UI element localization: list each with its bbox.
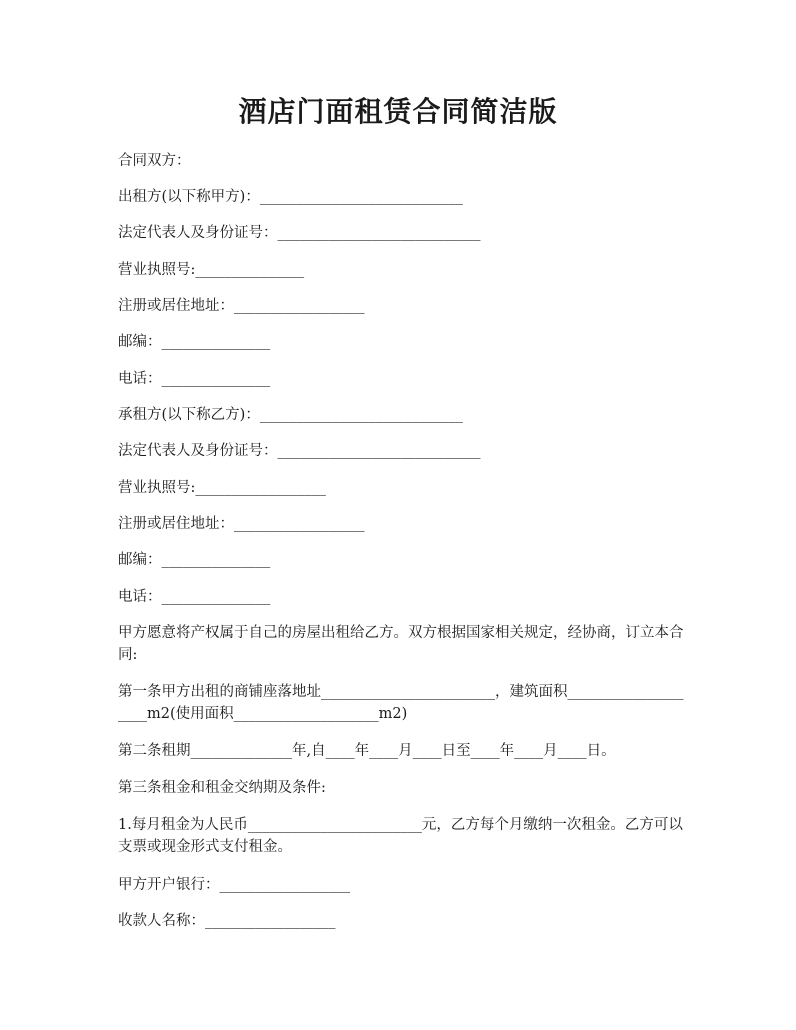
lessee-postcode-line: 邮编：_______________ (118, 552, 271, 568)
lessor-business-license-line: 营业执照号:_______________ (118, 262, 305, 278)
payee-name-line: 收款人名称：__________________ (118, 913, 336, 929)
lessor-address-line: 注册或居住地址：__________________ (118, 298, 365, 314)
lessee-address-line: 注册或居住地址：__________________ (118, 516, 365, 532)
lessee-legal-rep-id-line: 法定代表人及身份证号：____________________________ (118, 443, 481, 459)
lessor-bank-line: 甲方开户银行：__________________ (118, 877, 350, 893)
lessor-phone-line: 电话：_______________ (118, 371, 271, 387)
intro-paragraph: 甲方愿意将产权属于自己的房屋出租给乙方。双方根据国家相关规定，经协商，订立本合同: (118, 625, 684, 663)
article-2-paragraph: 第二条租期______________年,自____年____月____日至____年____月____日。 (118, 743, 616, 759)
lessee-business-license-line: 营业执照号:__________________ (118, 480, 326, 496)
rent-clause-paragraph: 1.每月租金为人民币________________________元，乙方每个月缴纳一次租金。乙方可以支票或现金形式支付租金。 (118, 817, 683, 855)
contract-parties-heading: 合同双方： (118, 153, 191, 169)
lessee-phone-line: 电话：_______________ (118, 589, 271, 605)
lessor-line: 出租方(以下称甲方)：____________________________ (118, 189, 463, 205)
lessor-postcode-line: 邮编：_______________ (118, 334, 271, 350)
lessor-legal-rep-id-line: 法定代表人及身份证号：____________________________ (118, 225, 481, 241)
document-title: 酒店门面租赁合同简洁版 (238, 95, 558, 128)
article-1-paragraph: 第一条甲方出租的商铺座落地址________________________，建筑面积____________________m2(使用面积____________________m2) (118, 684, 684, 722)
lessee-line: 承租方(以下称乙方)：____________________________ (118, 407, 463, 423)
article-3-heading: 第三条租金和租金交纳期及条件: (118, 780, 326, 796)
